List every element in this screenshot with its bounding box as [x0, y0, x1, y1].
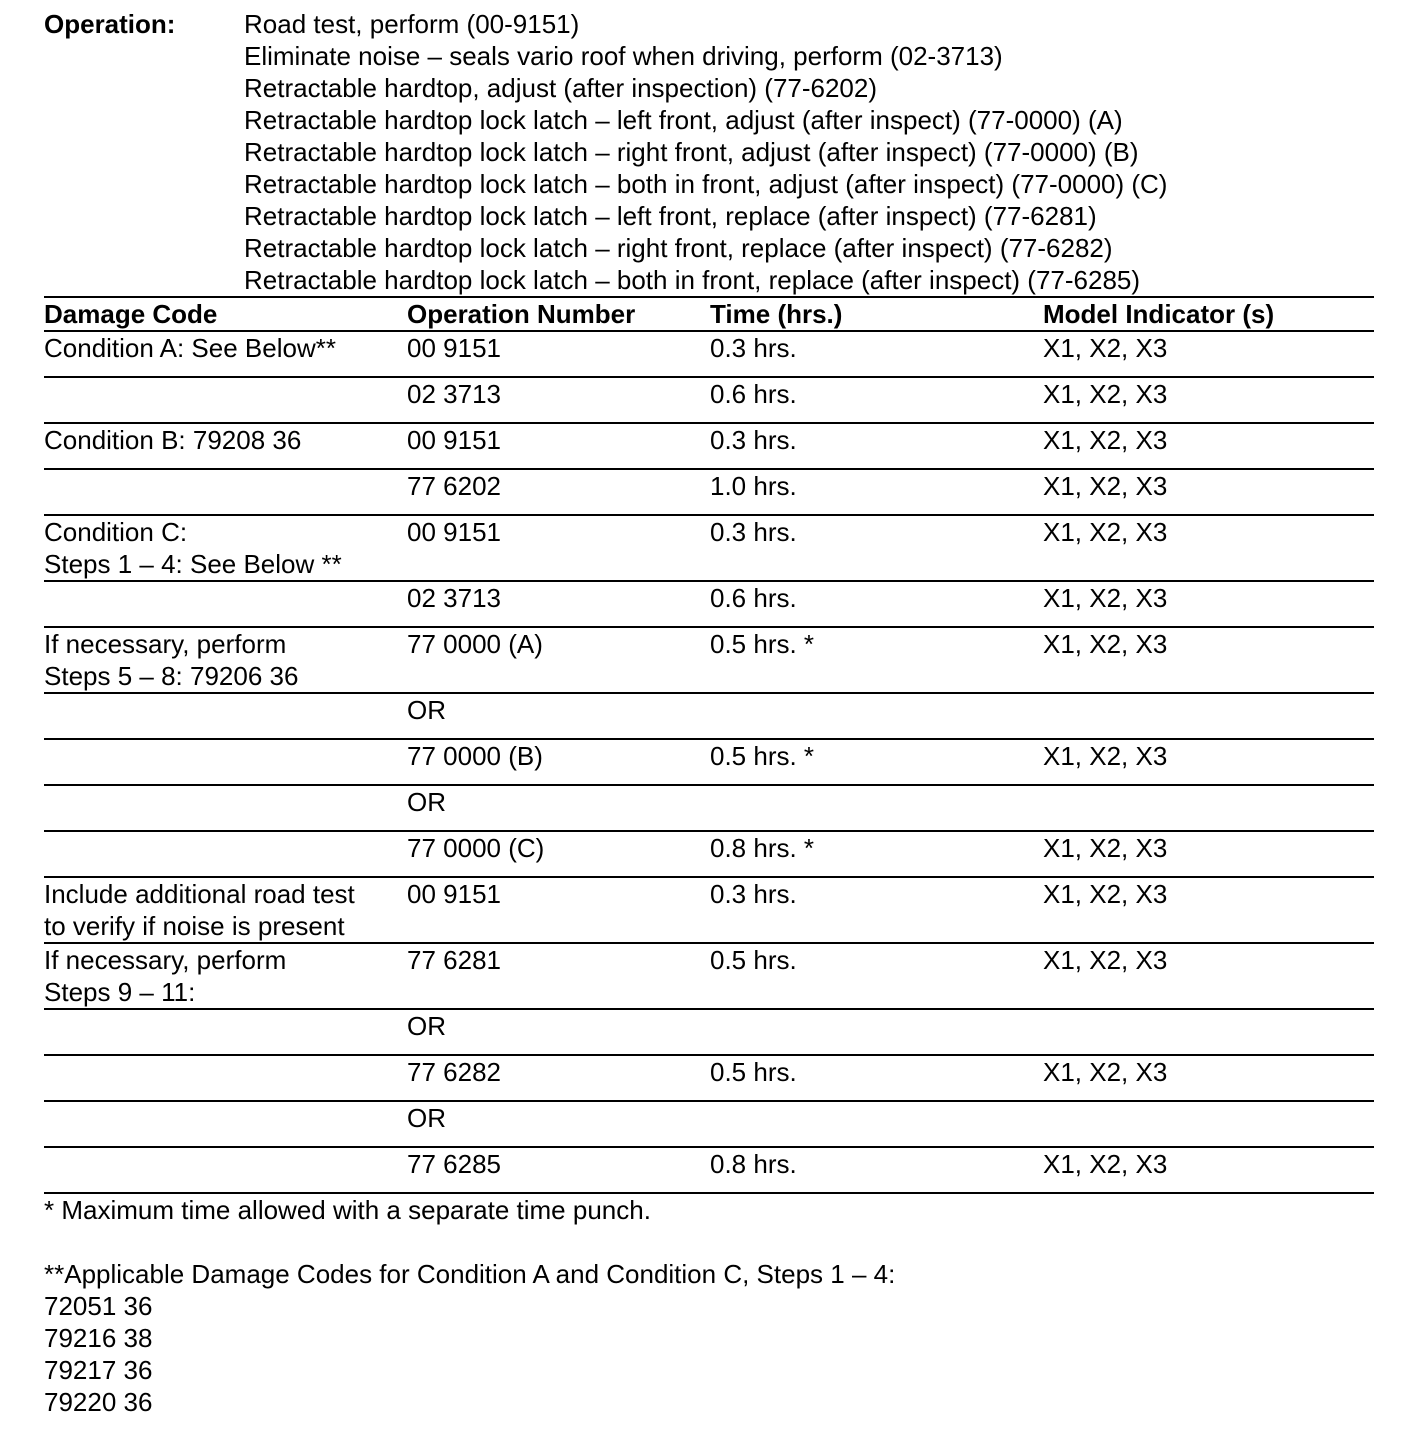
- model-indicator-cell: X1, X2, X3: [1043, 877, 1374, 943]
- model-indicator-cell: X1, X2, X3: [1043, 331, 1374, 377]
- time-cell: 0.3 hrs.: [710, 331, 1043, 377]
- damage-code-line: Steps 1 – 4: See Below **: [44, 549, 342, 579]
- operation-item: Retractable hardtop lock latch – left front, replace (after inspect) (77-6281): [244, 201, 1097, 231]
- time-cell: [710, 1101, 1043, 1147]
- damage-code-line: If necessary, perform: [44, 629, 287, 659]
- operation-number-cell: 77 0000 (C): [407, 831, 710, 877]
- table-row: [44, 693, 1374, 739]
- table-row: [44, 877, 1374, 943]
- damage-code-line: Condition B: 79208 36: [44, 425, 302, 455]
- model-indicator-cell: [1043, 1009, 1374, 1055]
- operation-list: [244, 8, 1374, 296]
- table-row: [44, 1101, 1374, 1147]
- labor-operations-table: [44, 296, 1374, 1194]
- damage-code-cell: [44, 1147, 407, 1193]
- model-indicator-cell: [1043, 785, 1374, 831]
- time-cell: 1.0 hrs.: [710, 469, 1043, 515]
- time-footnote: * Maximum time allowed with a separate time punch.: [44, 1195, 651, 1225]
- operation-number-cell: OR: [407, 1101, 710, 1147]
- damage-code-cell: [44, 627, 407, 693]
- time-cell: 0.5 hrs. *: [710, 627, 1043, 693]
- operation-item: Retractable hardtop lock latch – both in front, replace (after inspect) (77-6285): [244, 265, 1141, 295]
- damage-code-cell: [44, 423, 407, 469]
- model-indicator-cell: X1, X2, X3: [1043, 739, 1374, 785]
- damage-code-cell: [44, 331, 407, 377]
- damage-code-item: 79217 36: [44, 1355, 153, 1385]
- operation-number-cell: OR: [407, 785, 710, 831]
- table-row: [44, 1009, 1374, 1055]
- model-indicator-cell: X1, X2, X3: [1043, 469, 1374, 515]
- model-indicator-cell: X1, X2, X3: [1043, 581, 1374, 627]
- operation-number-cell: 02 3713: [407, 377, 710, 423]
- time-cell: 0.3 hrs.: [710, 877, 1043, 943]
- model-indicator-cell: X1, X2, X3: [1043, 627, 1374, 693]
- damage-code-cell: [44, 1055, 407, 1101]
- time-cell: [710, 1009, 1043, 1055]
- operation-number-cell: 00 9151: [407, 331, 710, 377]
- operation-number-cell: 02 3713: [407, 581, 710, 627]
- time-cell: 0.8 hrs. *: [710, 831, 1043, 877]
- operation-number-cell: 77 6281: [407, 943, 710, 1009]
- header-model-indicator: Model Indicator (s): [1043, 297, 1374, 331]
- operation-number-cell: OR: [407, 693, 710, 739]
- damage-code-line: Condition C:: [44, 517, 188, 547]
- table-row: [44, 515, 1374, 581]
- damage-code-line: Condition A: See Below**: [44, 333, 336, 363]
- table-row: [44, 377, 1374, 423]
- damage-code-item: 79216 38: [44, 1323, 153, 1353]
- operation-item: Retractable hardtop lock latch – both in front, adjust (after inspect) (77-0000) (C): [244, 169, 1168, 199]
- operation-item: Retractable hardtop lock latch – right front, adjust (after inspect) (77-0000) (B): [244, 137, 1139, 167]
- operation-number-cell: 77 6285: [407, 1147, 710, 1193]
- damage-code-item: 72051 36: [44, 1291, 153, 1321]
- damage-code-cell: [44, 739, 407, 785]
- time-cell: [710, 693, 1043, 739]
- model-indicator-cell: X1, X2, X3: [1043, 831, 1374, 877]
- operation-number-cell: 77 0000 (B): [407, 739, 710, 785]
- damage-code-cell: [44, 581, 407, 627]
- operation-number-cell: OR: [407, 1009, 710, 1055]
- operation-item: Eliminate noise – seals vario roof when driving, perform (02-3713): [244, 41, 1003, 71]
- damage-code-line: Include additional road test: [44, 879, 355, 909]
- operation-item: Retractable hardtop, adjust (after inspection) (77-6202): [244, 73, 878, 103]
- operation-number-cell: 77 0000 (A): [407, 627, 710, 693]
- damage-code-cell: [44, 943, 407, 1009]
- table-header-row: [44, 297, 1374, 331]
- table-row: [44, 943, 1374, 1009]
- table-row: [44, 1147, 1374, 1193]
- table-row: [44, 423, 1374, 469]
- table-body: [44, 331, 1374, 1193]
- model-indicator-cell: X1, X2, X3: [1043, 1147, 1374, 1193]
- operation-section: [44, 8, 1374, 296]
- model-indicator-cell: X1, X2, X3: [1043, 423, 1374, 469]
- table-row: [44, 581, 1374, 627]
- damage-code-line: If necessary, perform: [44, 945, 287, 975]
- model-indicator-cell: [1043, 1101, 1374, 1147]
- operation-number-cell: 77 6282: [407, 1055, 710, 1101]
- document-page: [44, 8, 1374, 1418]
- time-cell: 0.5 hrs. *: [710, 739, 1043, 785]
- header-operation-number: Operation Number: [407, 297, 710, 331]
- table-row: [44, 469, 1374, 515]
- damage-code-cell: [44, 877, 407, 943]
- operation-number-cell: 77 6202: [407, 469, 710, 515]
- applicable-damage-codes: [44, 1258, 1374, 1418]
- operation-number-cell: 00 9151: [407, 877, 710, 943]
- time-cell: [710, 785, 1043, 831]
- damage-code-line: Steps 9 – 11:: [44, 977, 196, 1007]
- damage-code-cell: [44, 693, 407, 739]
- operation-item: Road test, perform (00-9151): [244, 9, 580, 39]
- model-indicator-cell: X1, X2, X3: [1043, 943, 1374, 1009]
- damage-code-line: Steps 5 – 8: 79206 36: [44, 661, 299, 691]
- table-row: [44, 739, 1374, 785]
- operation-number-cell: 00 9151: [407, 515, 710, 581]
- header-damage-code: Damage Code: [44, 297, 407, 331]
- operation-number-cell: 00 9151: [407, 423, 710, 469]
- operation-label: Operation:: [44, 9, 176, 39]
- table-row: [44, 1055, 1374, 1101]
- damage-code-cell: [44, 831, 407, 877]
- model-indicator-cell: X1, X2, X3: [1043, 515, 1374, 581]
- table-row: [44, 627, 1374, 693]
- table-row: [44, 831, 1374, 877]
- model-indicator-cell: [1043, 693, 1374, 739]
- damage-code-line: to verify if noise is present: [44, 911, 345, 941]
- time-cell: 0.3 hrs.: [710, 423, 1043, 469]
- operation-item: Retractable hardtop lock latch – left front, adjust (after inspect) (77-0000) (A): [244, 105, 1123, 135]
- table-row: [44, 785, 1374, 831]
- damage-code-cell: [44, 515, 407, 581]
- time-cell: 0.6 hrs.: [710, 377, 1043, 423]
- damage-code-cell: [44, 785, 407, 831]
- time-cell: 0.6 hrs.: [710, 581, 1043, 627]
- damage-code-item: 79220 36: [44, 1387, 153, 1417]
- operation-item: Retractable hardtop lock latch – right front, replace (after inspect) (77-6282): [244, 233, 1113, 263]
- time-cell: 0.5 hrs.: [710, 1055, 1043, 1101]
- table-row: [44, 331, 1374, 377]
- time-cell: 0.5 hrs.: [710, 943, 1043, 1009]
- damage-code-cell: [44, 1009, 407, 1055]
- header-time: Time (hrs.): [710, 297, 1043, 331]
- damage-code-cell: [44, 377, 407, 423]
- applicable-heading: **Applicable Damage Codes for Condition A and Condition C, Steps 1 – 4:: [44, 1259, 896, 1289]
- time-cell: 0.8 hrs.: [710, 1147, 1043, 1193]
- damage-code-cell: [44, 1101, 407, 1147]
- model-indicator-cell: X1, X2, X3: [1043, 1055, 1374, 1101]
- model-indicator-cell: X1, X2, X3: [1043, 377, 1374, 423]
- damage-code-cell: [44, 469, 407, 515]
- time-cell: 0.3 hrs.: [710, 515, 1043, 581]
